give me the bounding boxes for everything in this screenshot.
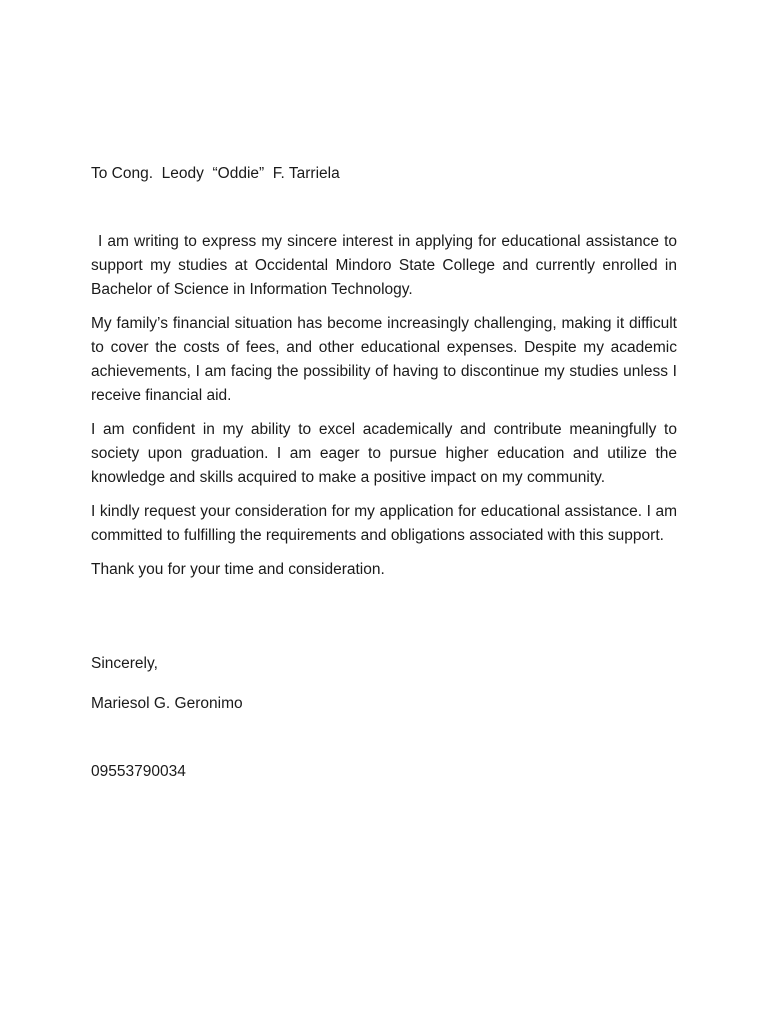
paragraph-request: I kindly request your consideration for my application for educational assistance. I am committed to fulfilling the requirements and obligations associated with this support. xyxy=(91,503,677,544)
paragraph-intro: I am writing to express my sincere interest in applying for educational assistance to support my studies at Occidental Mindoro State College and currently enrolled in Bachelor of Science in Information Technology. xyxy=(91,233,677,298)
paragraph-financial-situation: My family’s financial situation has become increasingly challenging, making it difficult to cover the costs of fees, and other educational expenses. Despite my academic achievements, I am facing the possibility of having to discontinue my studies unless I receive financial aid. xyxy=(91,315,677,404)
closing-block xyxy=(91,652,677,784)
paragraph-confidence: I am confident in my ability to excel academically and contribute meaningfully to society upon graduation. I am eager to pursue higher education and utilize the knowledge and skills acquired to make a positive impact on my community. xyxy=(91,421,677,486)
paragraph-thanks: Thank you for your time and consideration. xyxy=(91,561,385,578)
closing-word: Sincerely, xyxy=(91,655,158,672)
phone-number: 09553790034 xyxy=(91,763,186,780)
letter-body xyxy=(91,162,677,784)
recipient-line: To Cong. Leody “Oddie” F. Tarriela xyxy=(91,165,340,182)
signer-name: Mariesol G. Geronimo xyxy=(91,695,243,712)
